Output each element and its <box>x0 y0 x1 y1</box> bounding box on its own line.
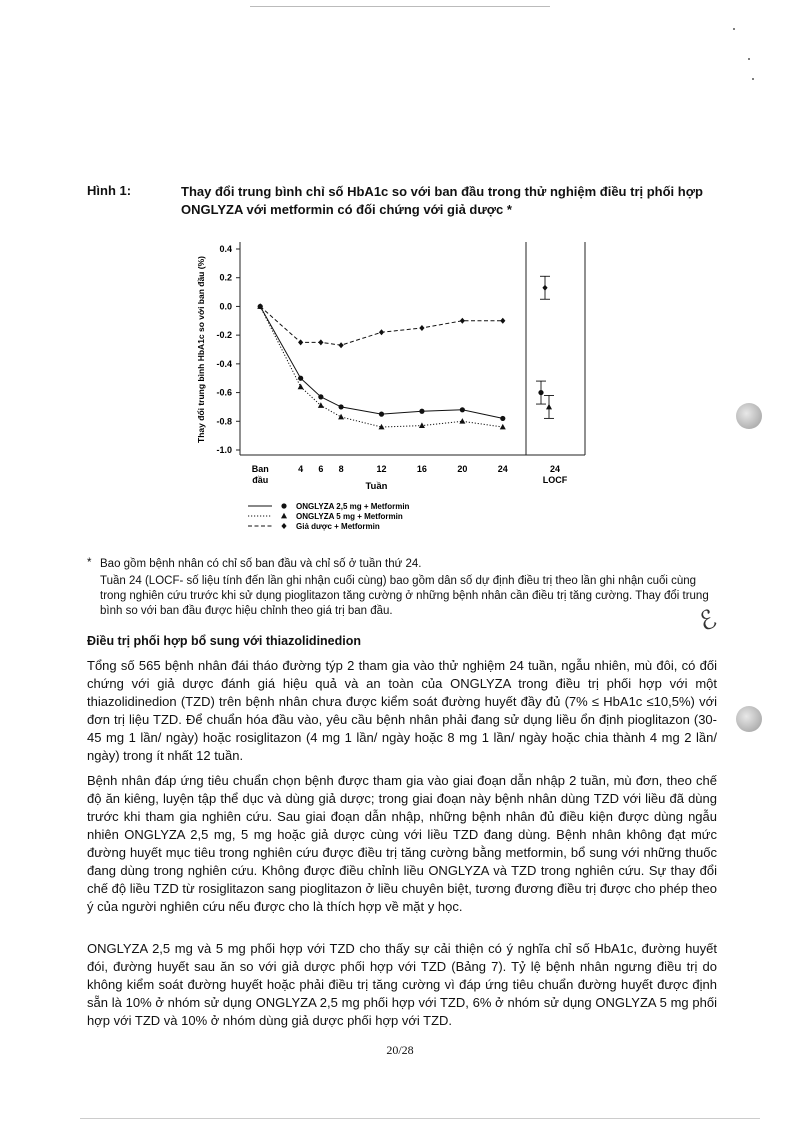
x-tick-label: 8 <box>338 464 344 474</box>
x-tick-label: 24 <box>497 464 508 474</box>
y-tick-label: 0.2 <box>219 272 232 283</box>
locf-point-triangle <box>546 404 552 410</box>
top-edge-line <box>250 6 550 7</box>
locf-tick-label: LOCF <box>542 475 568 485</box>
y-tick-label: 0.0 <box>219 301 232 312</box>
data-point-triangle <box>298 384 304 390</box>
data-point-circle <box>298 376 303 381</box>
x-tick-label: 20 <box>457 464 468 474</box>
y-tick-label: -1.0 <box>216 445 232 455</box>
y-tick-label: -0.8 <box>216 416 232 427</box>
speck <box>748 58 750 60</box>
data-point-diamond <box>318 339 323 345</box>
bottom-edge-line <box>80 1118 760 1119</box>
data-point-circle <box>460 407 465 412</box>
speck <box>733 28 735 30</box>
y-tick-label: -0.4 <box>216 358 232 369</box>
handwritten-initials: ℰ <box>694 604 722 638</box>
data-point-diamond <box>460 318 465 324</box>
footnote-marker: * <box>87 557 92 569</box>
x-tick-label: 16 <box>416 464 427 474</box>
y-axis-label: Thay đổi trung bình HbA1c so với ban đầu (%) <box>196 256 206 443</box>
paragraph-3: ONGLYZA 2,5 mg và 5 mg phối hợp với TZD cho thấy sự cải thiện có ý nghĩa chỉ số HbA1c, đường huyết đói, đường huyết sau ăn so với giả dược phối hợp với TZD (Bảng 7). Tỷ lệ bệnh nhân ngưng điều trị do không kiểm soát đường huyết hoặc phải điều trị tăng cường vì đáp ứng tiêu chuẩn đường huyết được định sẵn là 10% ở nhóm sử dụng ONGLYZA 2,5 mg phối hợp với TZD, 6% ở nhóm sử dụng ONGLYZA 5 mg phối hợp với TZD và 10% ở nhóm dùng giả dược phối hợp với TZD. <box>87 941 717 1028</box>
footnote-line-1: Bao gồm bệnh nhân có chỉ số ban đầu và chỉ số ở tuần thứ 24. <box>100 558 422 570</box>
locf-point-circle <box>538 390 543 395</box>
footnote-line-2: Tuần 24 (LOCF- số liệu tính đến lần ghi nhận cuối cùng) bao gồm dân số dự định điều trị theo lần ghi nhận cuối cùng trong nghiên cứu trước khi sử dụng pioglitazon tăng cường ở những bệnh nhân cần điều trị tăng cường. Thay đổi trung bình so với ban đầu được hiệu chỉnh theo giá trị ban đầu. <box>100 575 709 617</box>
locf-point-diamond <box>542 285 547 291</box>
section-title: Điều trị phối hợp bổ sung với thiazolidinedion <box>87 634 362 648</box>
legend-label: Giả dược + Metformin <box>296 522 380 531</box>
series-line-3 <box>260 306 503 345</box>
x-tick-label: đầu <box>252 475 269 485</box>
data-point-circle <box>500 416 505 421</box>
data-point-diamond <box>379 329 384 335</box>
data-point-triangle <box>419 422 425 428</box>
legend-label: ONGLYZA 5 mg + Metformin <box>296 512 403 521</box>
data-point-circle <box>379 412 384 417</box>
data-point-diamond <box>298 339 303 345</box>
hba1c-line-chart <box>190 232 590 542</box>
page-number: 20/28 <box>386 1043 414 1057</box>
paragraph-1: Tổng số 565 bệnh nhân đái tháo đường týp 2 tham gia vào thử nghiệm 24 tuần, ngẫu nhiên, mù đôi, có đối chứng với giả dược đánh giá hiệu quả và an toàn của ONGLYZA trong điều trị phối hợp với một thiazolidinedion (TZD) trên bệnh nhân chưa được kiểm soát đường huyết đầy đủ (7% ≤ HbA1c ≤10,5%) với đơn trị liệu TZD. Để chuẩn hóa đầu vào, yêu cầu bệnh nhân phải đang sử dụng liều ổn định pioglitazon (30-45 mg 1 lần/ ngày) hoặc rosiglitazon (4 mg 1 lần/ ngày hoặc 8 mg 1 lần/ ngày hoặc chia thành 4 mg 2 lần/ ngày) trong ít nhất 12 tuần. <box>87 658 717 763</box>
x-tick-label: Ban <box>251 464 269 474</box>
series-line-1 <box>260 306 503 418</box>
punch-hole-lower <box>736 706 762 732</box>
legend-marker-diamond <box>281 523 286 529</box>
x-axis-label: Tuần <box>365 481 388 492</box>
y-tick-label: 0.4 <box>219 244 232 254</box>
y-tick-label: -0.6 <box>216 387 232 398</box>
figure-title: Thay đổi trung bình chỉ số HbA1c so với ban đầu trong thử nghiệm điều trị phối hợp ONGLYZA với metformin có đối chứng với giả dược * <box>181 184 703 217</box>
data-point-triangle <box>459 418 465 424</box>
punch-hole-upper <box>736 403 762 429</box>
locf-tick-label: 24 <box>549 464 561 474</box>
series-line-2 <box>260 306 503 427</box>
legend-label: ONGLYZA 2,5 mg + Metformin <box>296 502 410 511</box>
data-point-diamond <box>338 342 343 348</box>
data-point-circle <box>338 404 343 409</box>
legend-marker-circle <box>281 503 286 508</box>
data-point-triangle <box>338 414 344 420</box>
paragraph-2: Bệnh nhân đáp ứng tiêu chuẩn chọn bệnh được tham gia vào giai đoạn dẫn nhập 2 tuần, mù đơn, theo chế độ ăn kiêng, luyện tập thể dục và dùng giả dược; trong giai đoạn này bệnh nhân dùng TZD với liều đã dùng trước khi tham gia nghiên cứu. Sau giai đoạn dẫn nhập, những bệnh nhân đủ điều kiện được dùng ngẫu nhiên ONGLYZA 2,5 mg, 5 mg hoặc giả dược cùng với liều TZD đang dùng. Bệnh nhân không đạt mức đường huyết mục tiêu trong nghiên cứu được điều trị tăng cường bằng metformin, bổ sung với những thuốc đang dùng trong nghiên cứu. Không được điều chỉnh liều ONGLYZA và TZD trong nghiên cứu. Sự thay đổi chế độ liều TZD từ rosiglitazon sang pioglitazon ở liều chuyên biệt, tương đương điều trị được cho phép theo ý của người nghiên cứu nếu được cho là thích hợp về mặt y học. <box>87 773 717 914</box>
speck <box>752 78 754 80</box>
data-point-diamond <box>419 325 424 331</box>
figure-label: Hình 1: <box>87 183 132 198</box>
data-point-circle <box>419 409 424 414</box>
data-point-triangle <box>500 424 506 430</box>
x-tick-label: 6 <box>318 464 324 474</box>
data-point-diamond <box>500 318 505 324</box>
x-tick-label: 4 <box>298 464 304 474</box>
legend-marker-triangle <box>281 513 287 519</box>
x-tick-label: 12 <box>376 464 387 474</box>
data-point-circle <box>318 394 323 399</box>
y-tick-label: -0.2 <box>216 330 232 341</box>
